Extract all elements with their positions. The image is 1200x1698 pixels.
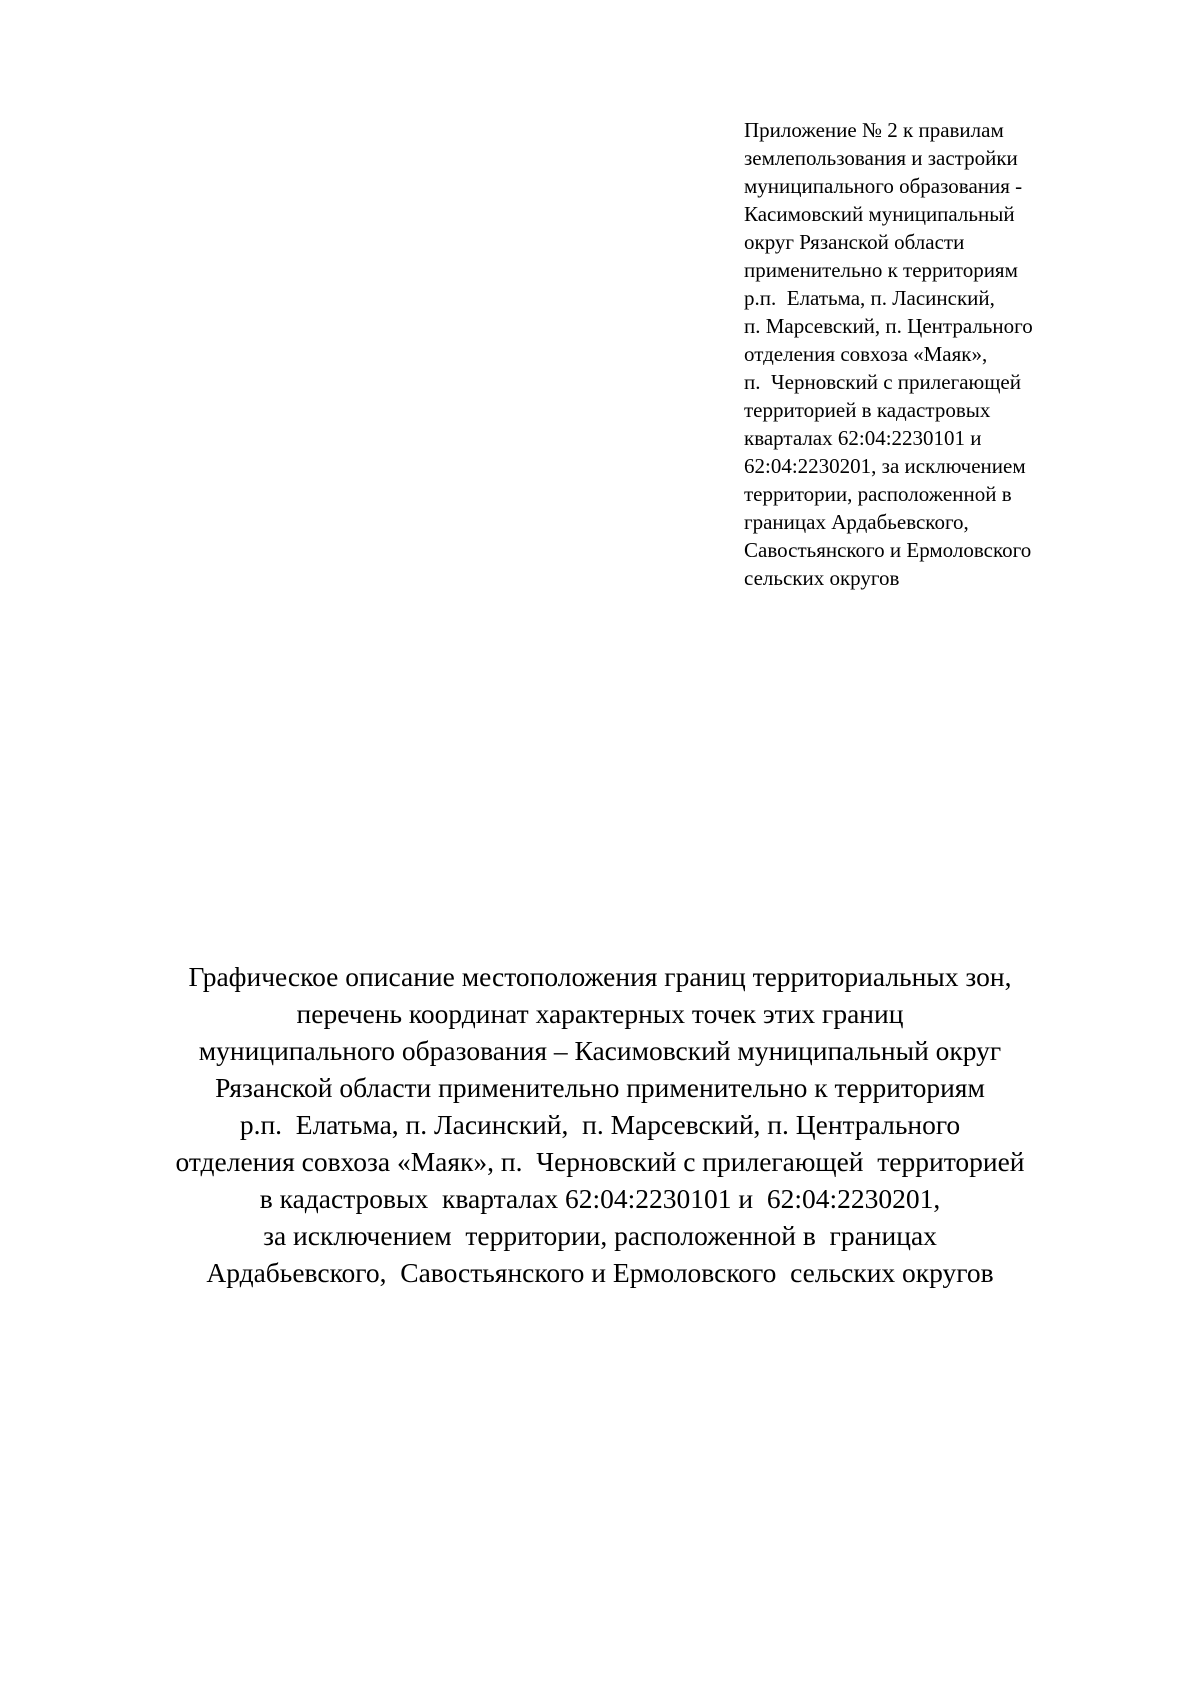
document-title-line: отделения совхоза «Маяк», п. Черновский с прилегающей территорией: [175, 1146, 1025, 1177]
document-title-line: Рязанской области применительно применительно к территориям: [215, 1072, 985, 1103]
appendix-note-line: п. Черновский с прилегающей: [744, 370, 1021, 394]
appendix-note-line: Приложение № 2 к правилам: [744, 118, 1004, 142]
appendix-note-line: границах Ардабьевского,: [744, 510, 969, 534]
document-title-line: р.п. Елатьма, п. Ласинский, п. Марсевский, п. Центрального: [239, 1109, 961, 1140]
appendix-note-line: Савостьянского и Ермоловского: [744, 538, 1032, 562]
appendix-note-line: муниципального образования -: [744, 174, 1023, 198]
appendix-note: [744, 116, 1144, 592]
appendix-note-line: Касимовский муниципальный: [744, 202, 1015, 226]
appendix-note-line: 62:04:2230201, за исключением: [744, 454, 1026, 478]
appendix-note-line: п. Марсевский, п. Центрального: [744, 314, 1033, 338]
appendix-note-line: территорией в кадастровых: [744, 398, 991, 422]
document-title-line: муниципального образования – Касимовский муниципальный округ: [198, 1035, 1002, 1066]
appendix-note-line: применительно к территориям: [744, 258, 1018, 282]
document-title: [0, 958, 1200, 1291]
appendix-note-line: землепользования и застройки: [744, 146, 1018, 170]
appendix-note-line: р.п. Елатьма, п. Ласинский,: [744, 286, 995, 310]
document-title-line: Ардабьевского, Савостьянского и Ермоловского сельских округов: [206, 1257, 994, 1288]
document-title-line: за исключением территории, расположенной в границах: [263, 1220, 937, 1251]
appendix-note-line: кварталах 62:04:2230101 и: [744, 426, 982, 450]
appendix-note-line: территории, расположенной в: [744, 482, 1012, 506]
document-title-line: в кадастровых кварталах 62:04:2230101 и 62:04:2230201,: [259, 1183, 941, 1214]
document-title-line: перечень координат характерных точек этих границ: [296, 998, 904, 1029]
appendix-note-line: округ Рязанской области: [744, 230, 965, 254]
document-title-line: Графическое описание местоположения границ территориальных зон,: [188, 961, 1012, 992]
appendix-note-line: сельских округов: [744, 566, 900, 590]
appendix-note-line: отделения совхоза «Маяк»,: [744, 342, 988, 366]
